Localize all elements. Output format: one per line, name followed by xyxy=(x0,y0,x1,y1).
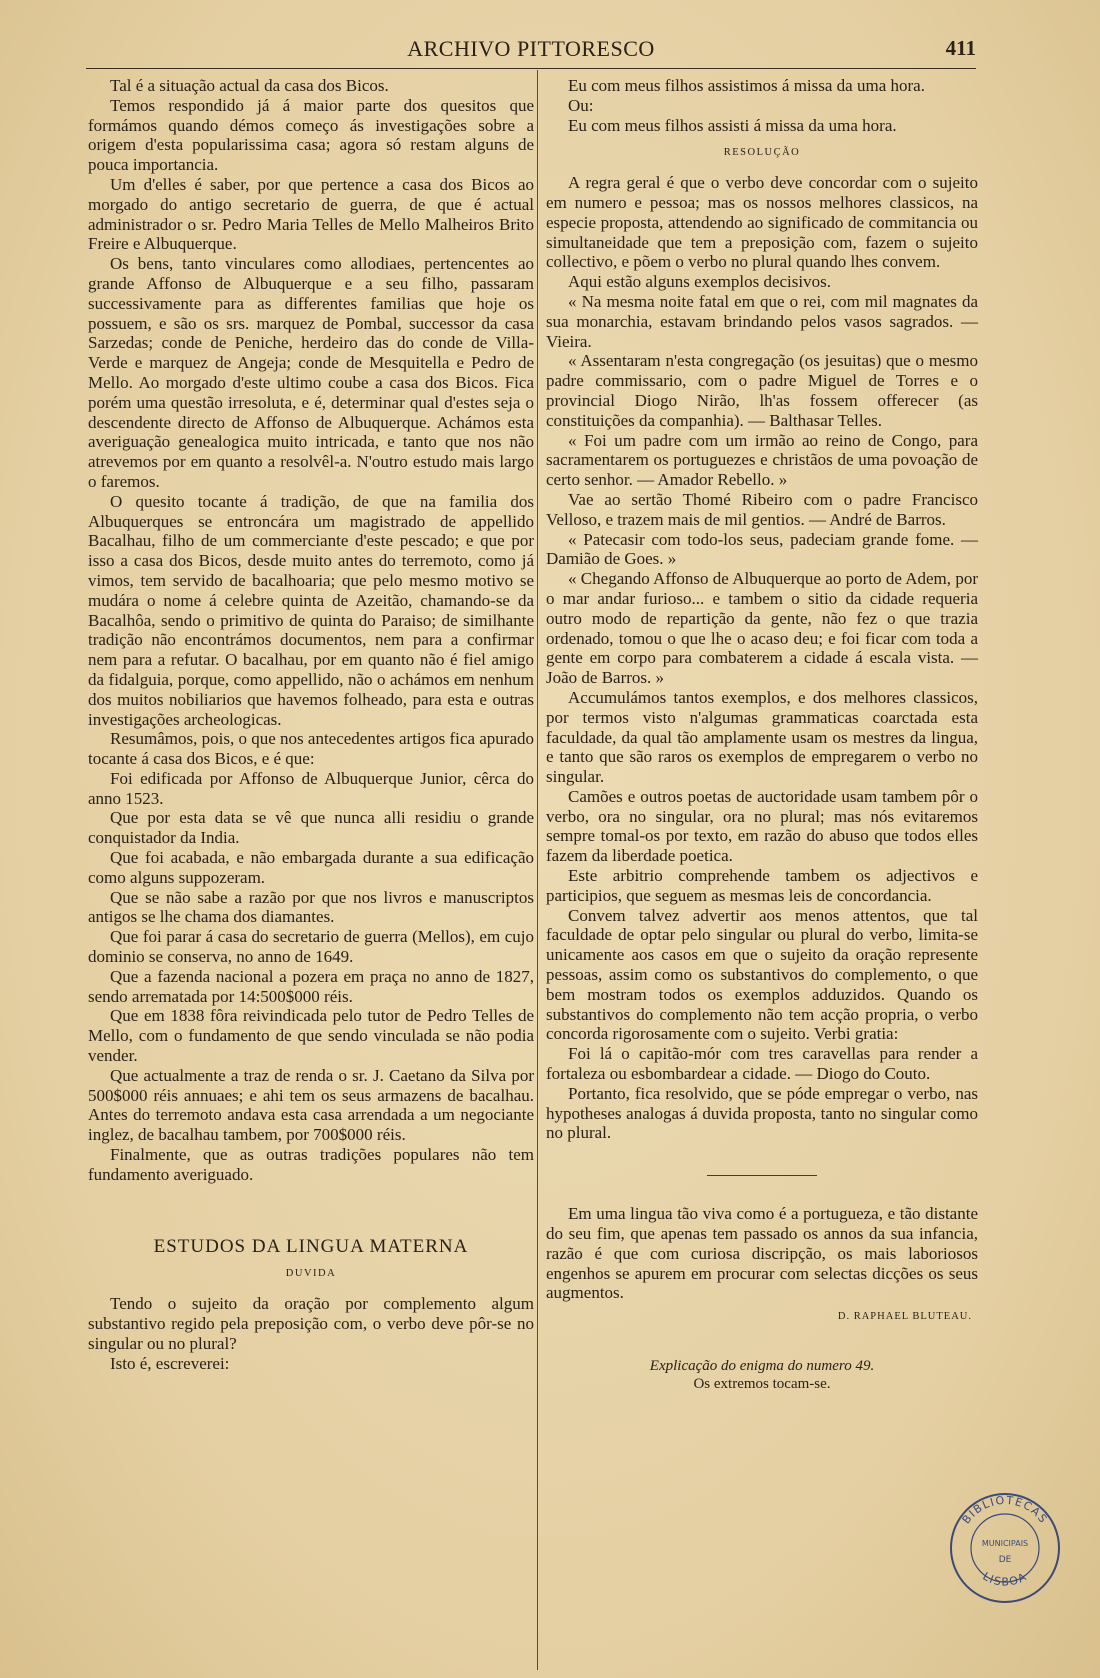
page-header xyxy=(86,36,976,70)
library-stamp-icon xyxy=(945,1488,1065,1608)
enigma-answer: Os extremos tocam-se. xyxy=(693,1376,831,1393)
quote-author: D. RAPHAEL BLUTEAU. xyxy=(837,1311,972,1323)
paragraph: « Patecasir com todo-los seus, padeciam grande fome. — Damião de Goes. » xyxy=(546,529,978,569)
stamp-text-bottom xyxy=(980,1570,1029,1589)
paragraph: Vae ao sertão Thomé Ribeiro com o padre Francisco Velloso, e trazem mais de mil gentios. — André de Barros. xyxy=(546,489,978,529)
paragraph: Eu com meus filhos assistimos á missa da uma hora. xyxy=(568,76,925,95)
paragraph: Que foi acabada, e não embargada durante a sua edificação como alguns suppozeram. xyxy=(88,848,534,887)
paragraph: Eu com meus filhos assisti á missa da uma hora. xyxy=(568,115,897,135)
paragraph: Os bens, tanto vinculares como allodiaes, pertencentes ao grande Affonso de Albuquerque e a seu filho, passaram successivamente para as differentes familias que hoje os possuem, e são os srs. marquez de Pombal, successor da casa Sarzedas; conde de Peniche, herdeiro das do conde de Villa-Verde e marquez de Angeja; conde de Mesquitella e Pedro de Mello. Ao morgado d'este ultimo coube a casa dos Bicos. Fica porém uma questão irresoluta, e é, determinar qual d'estes seja o descendente directo de Affonso de Albuquerque. Achámos esta averiguação genealogica muito intricada, e tanto que nos não atrevemos por em quanto a resolvêl-a. N'outro estudo mais largo o faremos. xyxy=(88,254,534,491)
stamp-text-de: DE xyxy=(998,1555,1012,1565)
paragraph: Foi edificada por Affonso de Albuquerque Junior, cêrca do anno 1523. xyxy=(88,768,534,808)
paragraph: « Chegando Affonso de Albuquerque ao porto de Adem, por o mar andar furioso... e tambem o sitio da cidade requeria outro modo de repartição da gente, não fez o que trazia ordenado, tomou o que lhe o acaso deu; e foi ficar com toda a gente em corpo para combaterem a cidade á escala vista. — João de Barros. » xyxy=(546,569,978,688)
paragraph: Isto é, escreverei: xyxy=(110,1353,230,1373)
section-subtitle: DUVIDA xyxy=(285,1268,337,1280)
paragraph: Que se não sabe a razão por que nos livros e manuscriptos antigos se lhe chama dos diamantes. xyxy=(88,887,534,927)
paragraph: Temos respondido já á maior parte dos quesitos que formámos quando démos começo ás investigações sobre a origem d'esta popularissima casa; agora só restam alguns de pouca importancia. xyxy=(88,95,534,175)
stamp-text-top xyxy=(960,1494,1051,1527)
stamp-text-top-path: BIBLIOTECAS xyxy=(959,1493,1051,1527)
paragraph: « Assentaram n'esta congregação (os jesuitas) que o mesmo padre commissario, com o padre Miguel de Torres e o provincial Diogo Nirão, lh'as fossem offerecer (as constituições da companhia). — Balthasar Telles. xyxy=(546,351,978,430)
paragraph: Ou: xyxy=(568,95,594,115)
paragraph: Convem talvez advertir aos menos attentos, que tal faculdade de optar pelo singular ou plural do verbo, limita-se unicamente aos casos em que o sujeito da oração represente pessoas, assim como os substantivos do complemento, o que bem mostram todos os exemplos adduzidos. Quando os substantivos do complemento não tem acção propria, o verbo concorda rigorosamente com o sujeito. Verbi gratia: xyxy=(546,905,978,1044)
stamp-text-middle: MUNICIPAIS xyxy=(981,1539,1029,1548)
paragraph: Que em 1838 fôra reivindicada pelo tutor de Pedro Telles de Mello, com o fundamento de que sendo vinculada se não podia vender. xyxy=(88,1006,534,1066)
paragraph: Foi lá o capitão-mór com tres caravellas para render a fortaleza ou esbombardear a cidade. — Diogo do Couto. xyxy=(546,1044,978,1084)
paragraph: Camões e outros poetas de auctoridade usam tambem pôr o verbo, ora no singular, ora no plural; mas nós evitaremos sempre tomal-os por texto, em razão do abuso que todos elles fazem da liberdade poetica. xyxy=(546,786,978,866)
page-number: 411 xyxy=(945,36,976,60)
paragraph: Finalmente, que as outras tradições populares não tem fundamento averiguado. xyxy=(88,1145,534,1184)
left-column xyxy=(88,76,534,1373)
paragraph: Aqui estão alguns exemplos decisivos. xyxy=(568,272,831,292)
column-divider xyxy=(537,70,538,1670)
paragraph: Accumulámos tantos exemplos, e dos melhores classicos, por termos visto n'algumas grammaticas coarctada esta faculdade, da qual tão amplamente usam os mestres da lingua, e tanto que são raros os exemplos de empregarem o verbo no singular. xyxy=(546,687,978,787)
paragraph: A regra geral é que o verbo deve concordar com o sujeito em numero e pessoa; mas os nossos melhores classicos, na especie proposta, attendendo ao significado de commitancia ou simultaneidade que tem a preposição com, fazem o sujeito collectivo, e põem o verbo no plural quando lhes convem. xyxy=(546,173,978,272)
resolution-heading: RESOLUÇÃO xyxy=(723,147,801,159)
section-separator xyxy=(707,1175,817,1176)
paragraph: Que por esta data se vê que nunca alli residiu o grande conquistador da India. xyxy=(88,808,534,848)
header-rule xyxy=(86,68,976,69)
paragraph: « Foi um padre com um irmão ao reino de Congo, para sacramentarem os portuguezes e christãos de uma povoação de certo senhor. — Amador Rebello. » xyxy=(546,430,978,490)
paragraph: Que actualmente a traz de renda o sr. J. Caetano da Silva por 500$000 réis annuaes; e ahi tem os seus armazens de bacalhau. Antes do terremoto andava esta casa arrendada a um negociante inglez, de bacalhau tambem, por 700$000 réis. xyxy=(88,1065,534,1145)
paragraph: Um d'elles é saber, por que pertence a casa dos Bicos ao morgado do antigo secretario de guerra, de que é actual administrador o sr. Pedro Maria Telles de Mello Malheiros Brito Freire e Albuquerque. xyxy=(88,174,534,254)
stamp-inner-ring xyxy=(971,1514,1039,1582)
stamp-text-bottom-path: LISBOA xyxy=(980,1569,1030,1589)
paragraph: Portanto, fica resolvido, que se póde empregar o verbo, nas hypotheses analogas á duvida proposta, tanto no singular como no plural. xyxy=(546,1083,978,1143)
enigma-block xyxy=(546,1357,978,1393)
paragraph: Resumâmos, pois, o que nos antecedentes artigos fica apurado tocante á casa dos Bicos, e é que: xyxy=(88,729,534,769)
right-column xyxy=(546,76,978,1393)
paragraph: Tal é a situação actual da casa dos Bicos. xyxy=(110,76,389,95)
paragraph: « Na mesma noite fatal em que o rei, com mil magnates da sua monarchia, estavam brindando pelos vasos sagrados. — Vieira. xyxy=(546,291,978,351)
enigma-caption: Explicação do enigma do numero 49. xyxy=(649,1358,875,1375)
paragraph: Que foi parar á casa do secretario de guerra (Mellos), em cujo dominio se conserva, no anno de 1649. xyxy=(88,927,534,967)
paragraph: Tendo o sujeito da oração por complemento algum substantivo regido pela preposição com, o verbo deve pôr-se no singular ou no plural? xyxy=(88,1294,534,1353)
bluteau-quote: Em uma lingua tão viva como é a portugueza, e tão distante do seu fim, que apenas tem passado os annos da sua infancia, razão é que com curiosa discripção, os mais laboriosos engenhos se apurem em procurar com selectas dicções os seus augmentos. xyxy=(546,1204,978,1303)
paragraph: Este arbitrio comprehende tambem os adjectivos e participios, que seguem as mesmas leis de concordancia. xyxy=(546,866,978,905)
publication-title: ARCHIVO PITTORESCO xyxy=(407,36,655,61)
paragraph: Que a fazenda nacional a pozera em praça no anno de 1827, sendo arrematada por 14:500$000 réis. xyxy=(88,966,534,1006)
section-title: ESTUDOS DA LINGUA MATERNA xyxy=(153,1235,469,1257)
paragraph: O quesito tocante á tradição, de que na familia dos Albuquerques se entroncára um magistrado de appellido Bacalhau, filho de um commerciante d'este pescado; e que por isso a casa dos Bicos, desde muito antes do terremoto, como já vimos, tem servido de bacalhoaria; que pelo mesmo motivo se mudára o nome á celebre quinta de Azeitão, chamando-se da Bacalhôa, sendo o primitivo de quinta do Paraiso; de similhante tradição não encontrámos documentos, nem para a confirmar nem para a refutar. O bacalhau, por em quanto não é fiel amigo da fidalguia, porque, como appellido, não o achámos em nenhum dos muitos nobiliarios que havemos folheado, para esta e outras investigações archeologicas. xyxy=(88,491,534,729)
